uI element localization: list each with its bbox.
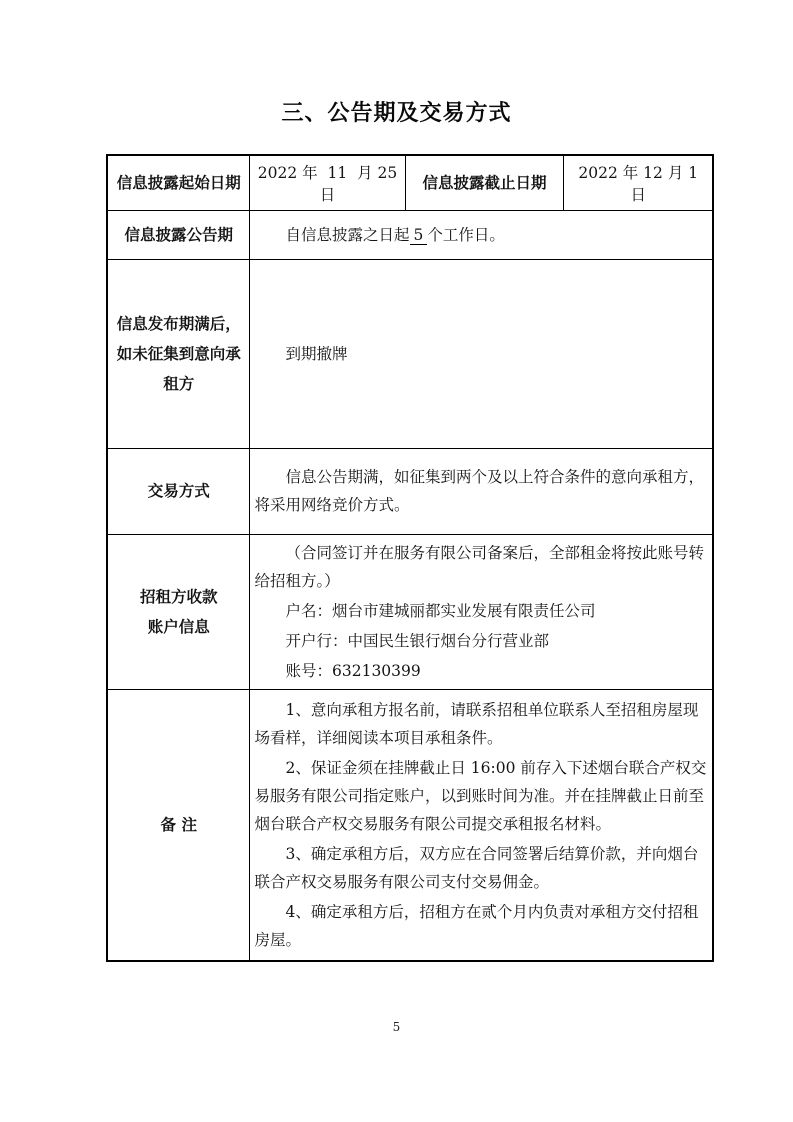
row-expiry-action — [107, 259, 713, 448]
remarks-value — [249, 689, 713, 961]
account-info-label — [107, 534, 249, 689]
trade-method-value — [249, 448, 713, 534]
trade-method-label: 交易方式 — [107, 448, 249, 534]
expiry-action-text: 到期撤牌 — [285, 344, 348, 363]
expiry-action-value — [249, 259, 713, 448]
account-info-note: （合同签订并在服务有限公司备案后，全部租金将按此账号转给招租方。） — [254, 543, 705, 590]
announcement-and-trade-table — [106, 154, 714, 962]
trade-method-text: 信息公告期满，如征集到两个及以上符合条件的意向承租方，将采用网络竞价方式。 — [254, 468, 705, 514]
row-remarks — [107, 689, 713, 961]
account-info-value — [249, 534, 713, 689]
remarks-label: 备 注 — [107, 689, 249, 961]
account-number: 账号：632130399 — [285, 661, 421, 680]
announcement-period-value — [249, 210, 713, 259]
row-account-info — [107, 534, 713, 689]
remark-item-3: 3、确定承租方后，双方应在合同签署后结算价款，并向烟台联合产权交易服务有限公司支付交易佣金。 — [254, 844, 699, 891]
remark-item-4: 4、确定承租方后，招租方在贰个月内负责对承租方交付招租房屋。 — [254, 902, 699, 949]
account-info-label-line2: 账户信息 — [147, 616, 210, 636]
period-text-prefix: 自信息披露之日起 — [285, 225, 410, 244]
disclosure-end-label: 信息披露截止日期 — [405, 155, 563, 210]
disclosure-end-value: 2022 年 12 月 1 日 — [563, 155, 713, 210]
row-trade-method — [107, 448, 713, 534]
disclosure-start-label: 信息披露起始日期 — [107, 155, 249, 210]
announcement-period-label: 信息披露公告期 — [107, 210, 249, 259]
account-bank: 开户行：中国民生银行烟台分行营业部 — [285, 631, 550, 650]
page-title: 三、公告期及交易方式 — [281, 100, 512, 125]
account-holder-name: 户名：烟台市建城丽都实业发展有限责任公司 — [285, 601, 596, 620]
announcement-period-text — [255, 221, 709, 249]
row-disclosure-dates — [107, 155, 713, 210]
remark-item-1: 1、意向承租方报名前，请联系招租单位联系人至招租房屋现场看样，详细阅读本项目承租条件。 — [254, 700, 699, 747]
page-number: 5 — [392, 1020, 401, 1034]
disclosure-start-value: 2022 年 11 月 25 日 — [249, 155, 405, 210]
expiry-action-label: 信息发布期满后，如未征集到意向承租方 — [107, 259, 249, 448]
period-text-suffix: 个工作日。 — [427, 225, 505, 244]
row-announcement-period — [107, 210, 713, 259]
remark-item-2: 2、保证金须在挂牌截止日 16:00 前存入下述烟台联合产权交易服务有限公司指定账户，以到账时间为准。并在挂牌截止日前至烟台联合产权交易服务有限公司提交承租报名材料。 — [254, 758, 707, 833]
underlined-working-days-number: 5 — [410, 226, 428, 245]
account-info-label-line1: 招租方收款 — [139, 586, 218, 606]
